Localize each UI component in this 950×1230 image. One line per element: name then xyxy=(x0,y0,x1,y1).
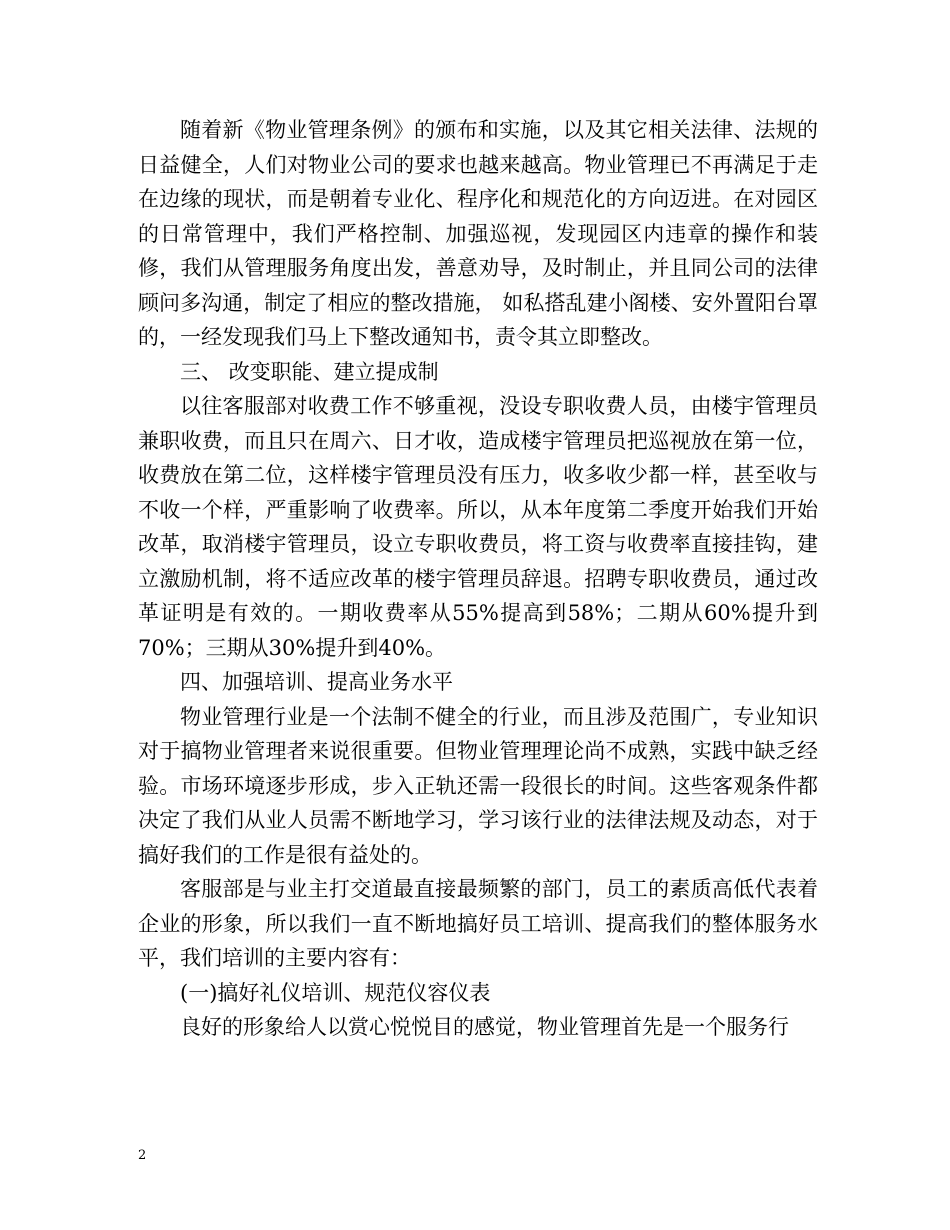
section-heading-4: 四、加强培训、提高业务水平 xyxy=(180,670,453,694)
paragraph-customer-service-training: 客服部是与业主打交道最直接最频繁的部门，员工的素质高低代表着企业的形象，所以我们一直不断地搞好员工培训、提高我们的整体服务水平，我们培训的主要内容有： xyxy=(138,877,818,970)
page-number: 2 xyxy=(138,1148,147,1163)
paragraph-regulation-enforcement: 随着新《物业管理条例》的颁布和实施，以及其它相关法律、法规的日益健全，人们对物业公司的要求也越来越高。物业管理已不再满足于走在边缘的现状，而是朝着专业化、程序化和规范化的方向迈进。在对园区的日常管理中，我们严格控制、加强巡视，发现园区内违章的操作和装修，我们从管理服务角度出发，善意劝导，及时制止，并且同公司的法律顾问多沟通，制定了相应的整改措施， 如私搭乱建小阁楼、安外置阳台罩的，一经发现我们马上下整改通知书，责令其立即整改。 xyxy=(138,118,818,349)
paragraph-image-service: 良好的形象给人以赏心悦悦目的感觉，物业管理首先是一个服务行 xyxy=(180,1015,789,1039)
paragraph-industry-learning: 物业管理行业是一个法制不健全的行业，而且涉及范围广，专业知识对于搞物业管理者来说很重要。但物业管理理论尚不成熟，实践中缺乏经验。市场环境逐步形成，步入正轨还需一段很长的时间。这些客观条件都决定了我们从业人员需不断地学习，学习该行业的法律法规及动态，对于搞好我们的工作是很有益处的。 xyxy=(138,704,818,867)
body-text xyxy=(138,113,818,1045)
section-heading-3: 三、 改变职能、建立提成制 xyxy=(180,359,439,384)
subsection-heading-etiquette: (一)搞好礼仪培训、规范仪容仪表 xyxy=(180,980,491,1005)
paragraph-fee-collection-reform: 以往客服部对收费工作不够重视，没设专职收费人员，由楼宇管理员兼职收费，而且只在周六、日才收，造成楼宇管理员把巡视放在第一位，收费放在第二位，这样楼宇管理员没有压力，收多收少都一样，甚至收与不收一个样，严重影响了收费率。所以，从本年度第二季度开始我们开始改革，取消楼宇管理员，设立专职收费员，将工资与收费率直接挂钩，建立激励机制，将不适应改革的楼宇管理员辞退。招聘专职收费员，通过改革证明是有效的。一期收费率从55%提高到58%；二期从60%提升到70%；三期从30%提升到40%。 xyxy=(138,394,818,660)
